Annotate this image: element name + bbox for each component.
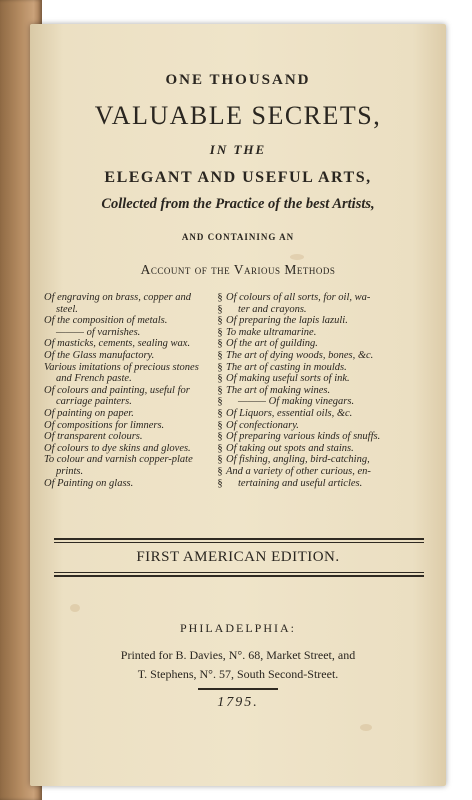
imprint-city: PHILADELPHIA: — [180, 621, 296, 635]
contents-item: Of confectionary. — [226, 419, 299, 431]
contents-item: ter and crayons. — [238, 303, 307, 315]
contents-item: And a variety of other curious, en- — [226, 465, 371, 477]
contents-item: Of engraving on brass, copper and — [44, 292, 191, 303]
imprint-printers-line-1: Printed for B. Davies, N°. 68, Market Street, and — [120, 648, 356, 662]
section-mark: § — [217, 477, 223, 489]
contents-item: Of the Glass manufactory. — [44, 349, 155, 361]
section-mark: § — [217, 315, 223, 327]
year-rule — [198, 688, 278, 690]
title-page — [30, 24, 446, 786]
contents-right-column — [226, 292, 432, 489]
section-mark: § — [217, 454, 223, 466]
contents-item: Of transparent colours. — [44, 431, 143, 443]
contents-item: Of masticks, cements, sealing wax. — [44, 338, 191, 350]
contents-item: and French paste. — [56, 373, 132, 385]
contents-item: Of fishing, angling, bird-catching, — [226, 454, 370, 466]
edition-statement: FIRST AMERICAN EDITION. — [136, 549, 340, 565]
section-mark: § — [217, 419, 223, 431]
contents-item: Of the composition of metals. — [44, 315, 168, 327]
contents-item: The art of making wines. — [226, 384, 331, 396]
section-mark: § — [217, 396, 223, 408]
section-mark: § — [217, 303, 223, 315]
contents-item: steel. — [56, 303, 78, 315]
title-line-1: ONE THOUSAND — [165, 72, 311, 88]
contents-item: ——— Of making vinegars. — [238, 396, 355, 408]
title-line-7: Account of the Various Methods — [140, 262, 336, 277]
contents-item: Of preparing the lapis lazuli. — [226, 315, 348, 327]
contents-item: Of Liquors, essential oils, &c. — [226, 407, 353, 419]
contents-item: Of the art of guilding. — [226, 338, 318, 350]
title-line-4: ELEGANT AND USEFUL ARTS, — [104, 169, 372, 186]
section-mark: § — [217, 349, 223, 361]
section-mark: § — [217, 442, 223, 454]
contents-item: Of colours of all sorts, for oil, wa- — [226, 292, 371, 303]
contents-item: Of compositions for limners. — [44, 419, 165, 431]
imprint-year: 1795. — [217, 695, 259, 710]
contents-item: Of colours to dye skins and gloves. — [44, 442, 191, 454]
section-mark: § — [217, 292, 223, 303]
contents-item: Of Painting on glass. — [44, 477, 134, 489]
contents-item: Of painting on paper. — [44, 407, 134, 419]
double-rule-top-thin — [54, 542, 424, 543]
section-mark: § — [217, 361, 223, 373]
title-line-3: IN THE — [209, 142, 267, 157]
contents-item: The art of dying woods, bones, &c. — [226, 349, 374, 361]
double-rule-bottom-thin — [54, 572, 424, 573]
section-mark: § — [217, 407, 223, 419]
section-mark-column — [214, 292, 226, 489]
contents-item: Of taking out spots and stains. — [226, 442, 354, 454]
contents-item: Of colours and painting, useful for — [44, 384, 190, 396]
contents-item: carriage painters. — [56, 396, 132, 408]
section-mark: § — [217, 431, 223, 443]
title-line-2: VALUABLE SECRETS, — [94, 101, 382, 130]
imprint-printers-line-2: T. Stephens, N°. 57, South Second-Street. — [137, 667, 339, 681]
contents-item: Of making useful sorts of ink. — [226, 373, 350, 385]
contents-item: prints. — [56, 465, 84, 477]
contents-item: ——— of varnishes. — [56, 326, 141, 338]
section-mark: § — [217, 384, 223, 396]
section-mark: § — [217, 465, 223, 477]
contents-item: Of preparing various kinds of snuffs. — [226, 431, 381, 443]
contents-left-column — [44, 292, 226, 489]
contents-item: To make ultramarine. — [226, 326, 317, 338]
contents-item: The art of casting in moulds. — [226, 361, 347, 373]
title-line-5: Collected from the Practice of the best Artists, — [101, 196, 375, 212]
double-rule-top — [54, 538, 424, 540]
title-line-6: AND CONTAINING AN — [181, 232, 295, 242]
contents-item: Various imitations of precious stones — [44, 361, 199, 373]
section-mark: § — [217, 373, 223, 385]
double-rule-bottom — [54, 575, 424, 577]
contents-item: To colour and varnish copper-plate — [44, 454, 193, 466]
contents-item: tertaining and useful articles. — [238, 477, 363, 489]
section-mark: § — [217, 338, 223, 350]
section-mark: § — [217, 326, 223, 338]
